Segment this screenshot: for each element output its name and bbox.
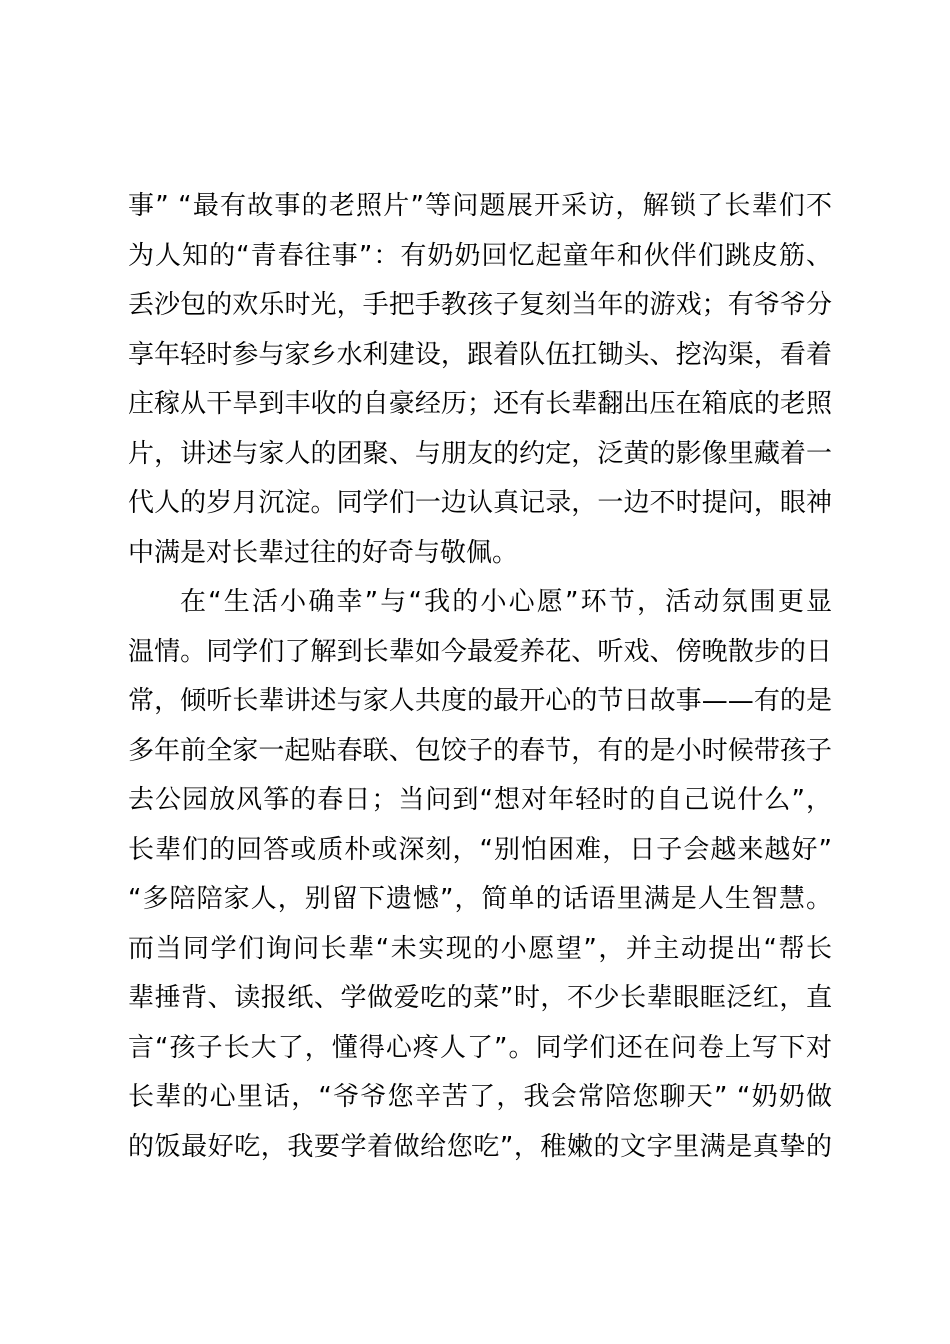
paragraph-1 bbox=[128, 182, 832, 578]
text-line: 片，讲述与家人的团聚、与朋友的约定，泛黄的影像里藏着一 bbox=[128, 438, 832, 469]
text-line: 言“孩子长大了，懂得心疼人了”。同学们还在问卷上写下对 bbox=[128, 1032, 832, 1063]
text-line: 中满是对长辈过往的好奇与敬佩。 bbox=[128, 537, 519, 568]
text-line: “多陪陪家人，别留下遗憾”，简单的话语里满是人生智慧。 bbox=[128, 884, 832, 914]
text-line: 的饭最好吃，我要学着做给您吃”，稚嫩的文字里满是真挚的 bbox=[128, 1131, 832, 1162]
text-line: 事” “最有故事的老照片”等问题展开采访，解锁了长辈们不 bbox=[128, 191, 832, 221]
text-line: 辈捶背、读报纸、学做爱吃的菜”时，不少长辈眼眶泛红，直 bbox=[128, 983, 832, 1013]
text-line: 丢沙包的欢乐时光，手把手教孩子复刻当年的游戏；有爷爷分 bbox=[128, 290, 832, 320]
text-line: 长辈的心里话，“爷爷您辛苦了，我会常陪您聊天” “奶奶做 bbox=[128, 1082, 832, 1112]
text-line: 去公园放风筝的春日；当问到“想对年轻时的自己说什么”， bbox=[128, 785, 832, 815]
text-line: 温情。同学们了解到长辈如今最爱养花、听戏、傍晚散步的日 bbox=[128, 636, 832, 667]
text-line: 庄稼从干旱到丰收的自豪经历；还有长辈翻出压在箱底的老照 bbox=[128, 389, 832, 419]
text-line: 享年轻时参与家乡水利建设，跟着队伍扛锄头、挖沟渠，看着 bbox=[128, 339, 832, 370]
paragraph-2 bbox=[128, 578, 832, 1172]
text-line: 代人的岁月沉淀。同学们一边认真记录，一边不时提问，眼神 bbox=[128, 488, 832, 518]
text-line: 在“生活小确幸”与“我的小心愿”环节，活动氛围更显 bbox=[180, 587, 832, 617]
text-line: 长辈们的回答或质朴或深刻，“别怕困难，日子会越来越好” bbox=[128, 834, 832, 865]
text-line: 常，倾听长辈讲述与家人共度的最开心的节日故事——有的是 bbox=[128, 686, 832, 716]
text-line: 多年前全家一起贴春联、包饺子的春节，有的是小时候带孩子 bbox=[128, 735, 832, 766]
text-line: 而当同学们询问长辈“未实现的小愿望”，并主动提出“帮长 bbox=[128, 933, 832, 964]
text-line: 为人知的“青春往事”：有奶奶回忆起童年和伙伴们跳皮筋、 bbox=[128, 240, 832, 271]
body-text bbox=[128, 182, 832, 1172]
